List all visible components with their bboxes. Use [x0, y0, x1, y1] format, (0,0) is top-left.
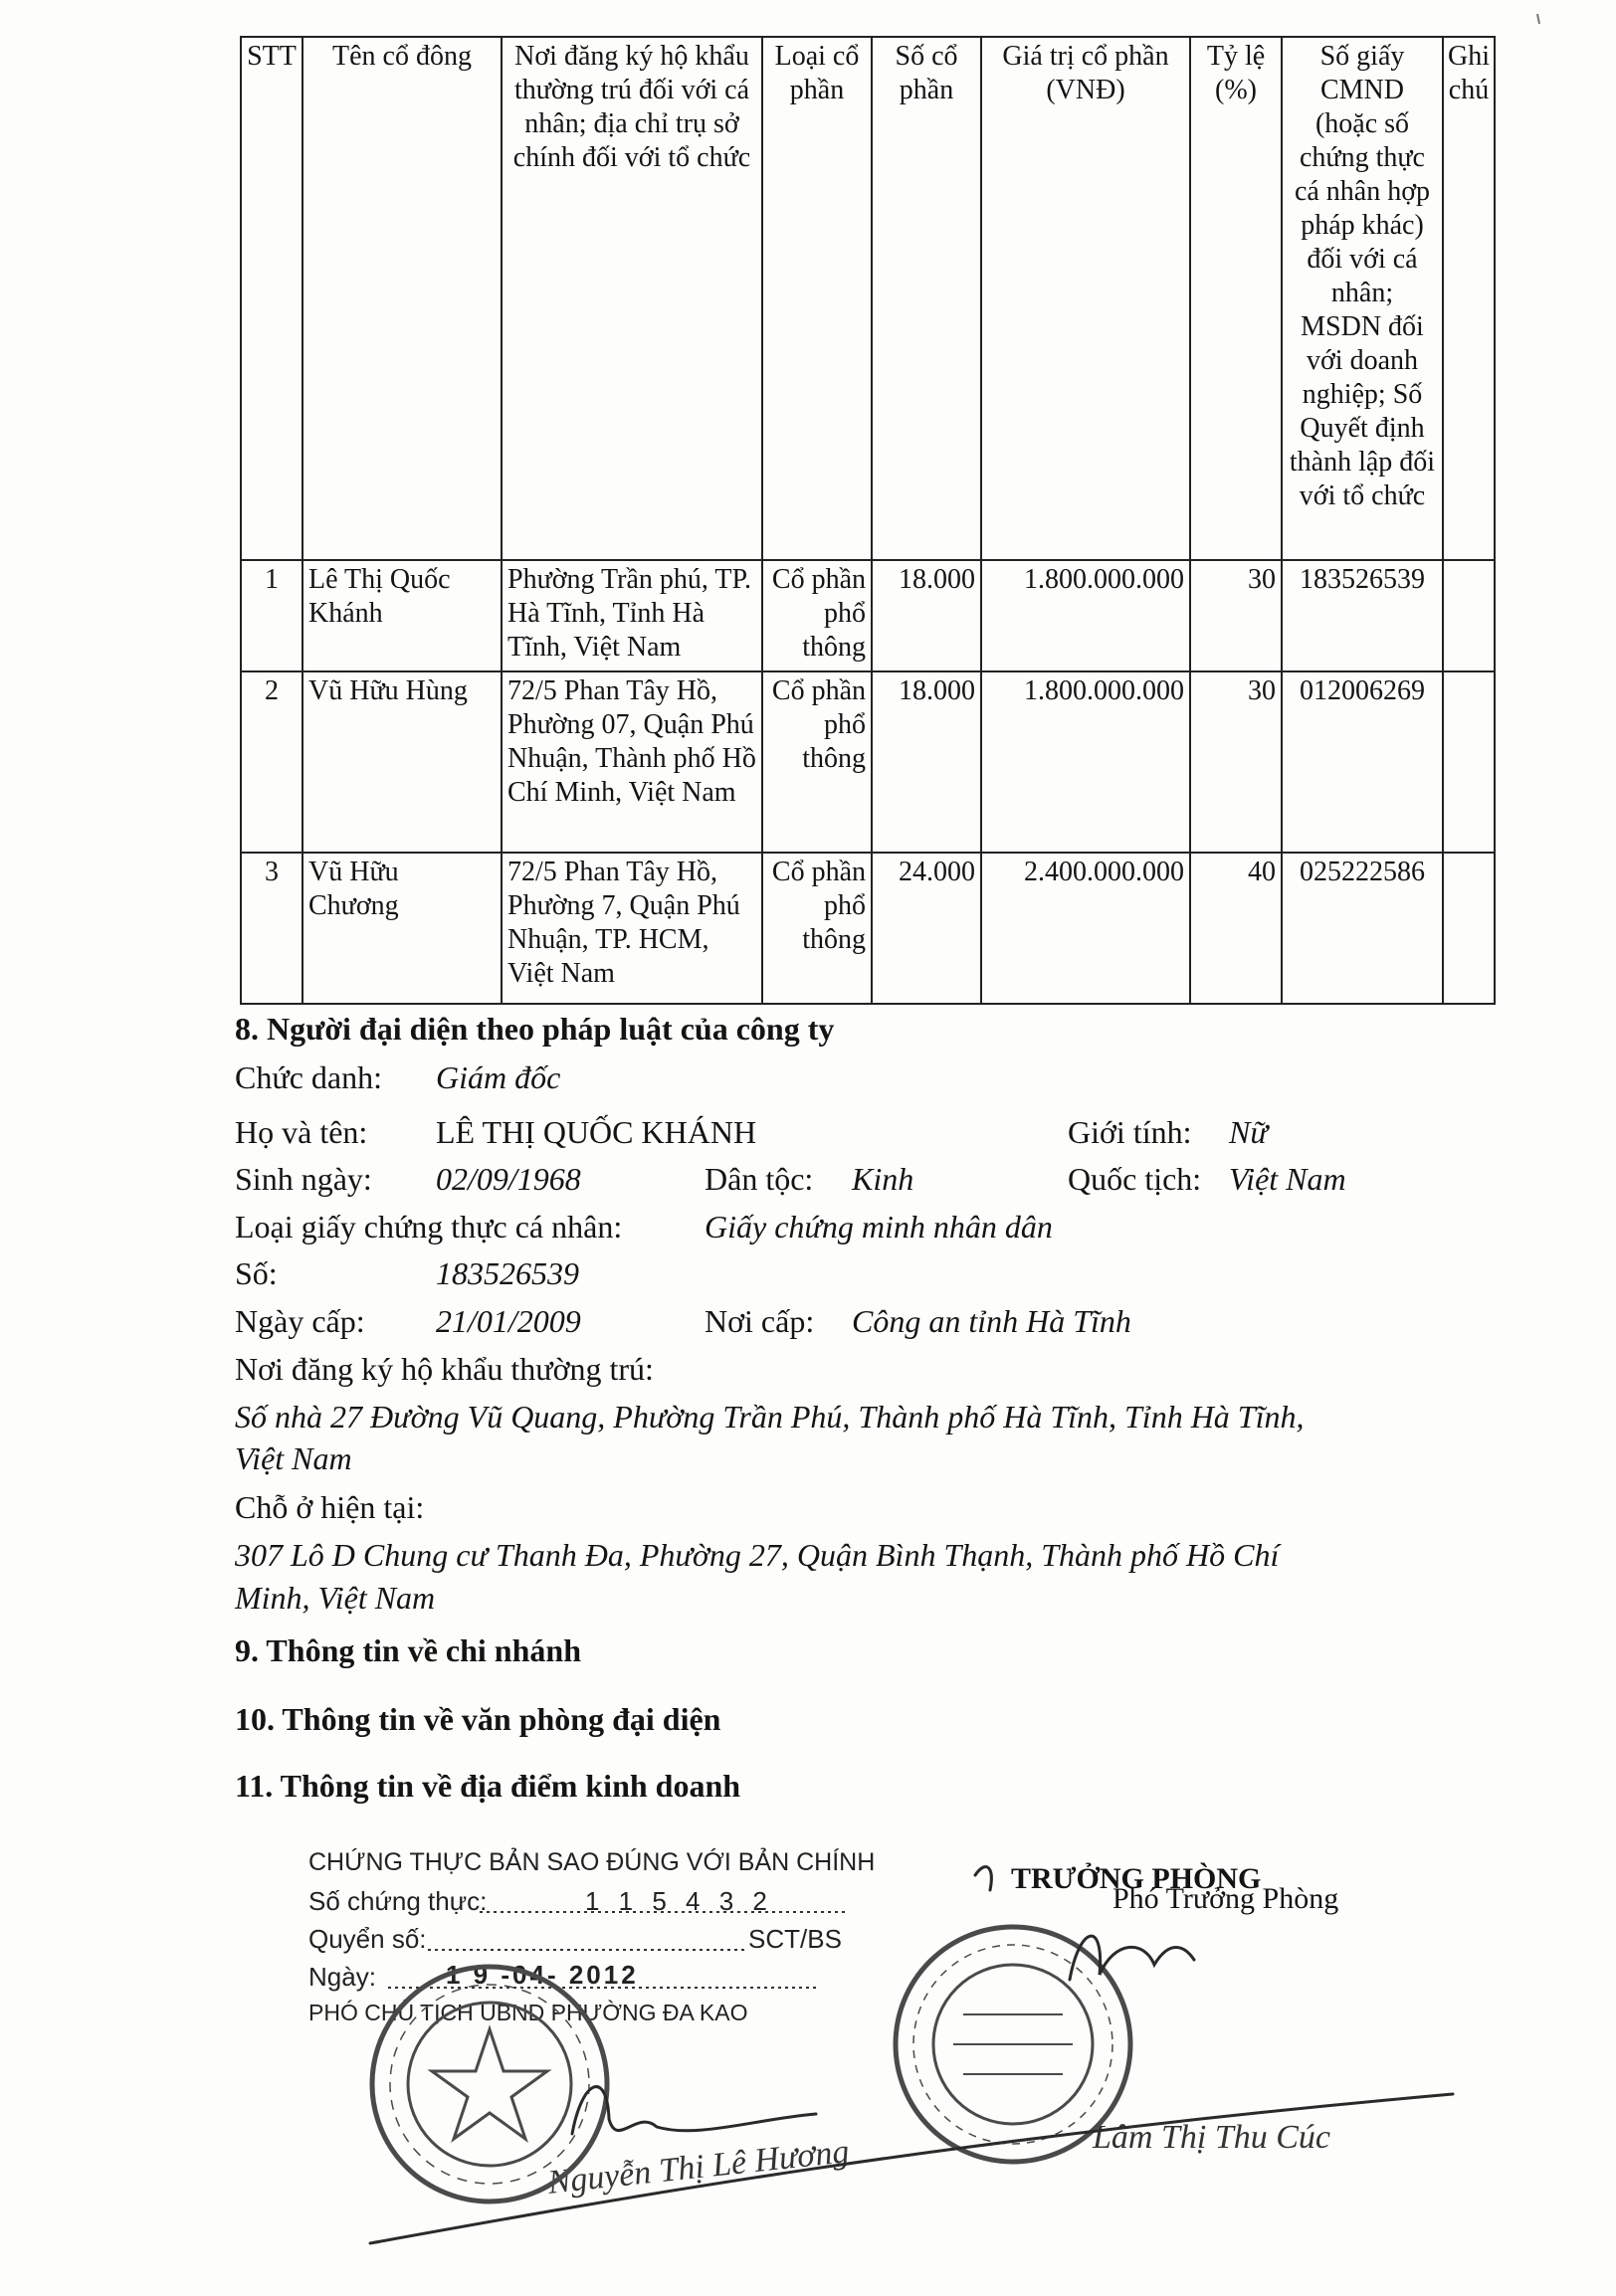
idno-value: 183526539	[436, 1255, 579, 1291]
header-share-count: Số cổ phần	[872, 37, 981, 560]
header-share-type: Loại cổ phần	[762, 37, 872, 560]
header-note: Ghi chú	[1443, 37, 1495, 560]
header-name: Tên cổ đông	[303, 37, 502, 560]
cell-address: Phường Trần phú, TP. Hà Tĩnh, Tỉnh Hà Tĩnh, Việt Nam	[502, 560, 762, 671]
section-10-title: 10. Thông tin về văn phòng đại diện	[235, 1701, 721, 1737]
scan-mark	[1537, 14, 1539, 24]
cell-name: Vũ Hữu Chương	[303, 853, 502, 1004]
ethnic-label: Dân tộc:	[705, 1161, 814, 1197]
header-address: Nơi đăng ký hộ khẩu thường trú đối với cá nhân; địa chỉ trụ sở chính đối với tổ chức	[502, 37, 762, 560]
certification-number-label: Số chứng thực:	[308, 1886, 488, 1916]
office-signer: Lâm Thị Thu Cúc	[1093, 2119, 1330, 2156]
cell-id-no: 025222586	[1282, 853, 1443, 1004]
header-ratio: Tỷ lệ (%)	[1190, 37, 1282, 560]
cell-id-no: 012006269	[1282, 671, 1443, 853]
cell-name: Lê Thị Quốc Khánh	[303, 560, 502, 671]
cell-share-type: Cổ phần phổ thông	[762, 560, 872, 671]
cell-share-count: 18.000	[872, 671, 981, 853]
idno-label: Số:	[235, 1255, 278, 1291]
section-11-title: 11. Thông tin về địa điểm kinh doanh	[235, 1768, 741, 1804]
department-seal	[896, 1927, 1130, 2162]
header-id-no: Số giấy CMND (hoặc số chứng thực cá nhân hợp pháp khác) đối với cá nhân; MSDN đối với doanh nghiệp; Số Quyết định thành lập đối với tổ chức	[1282, 37, 1443, 560]
cell-address: 72/5 Phan Tây Hồ, Phường 07, Quận Phú Nhuận, Thành phố Hồ Chí Minh, Việt Nam	[502, 671, 762, 853]
certification-signer: Nguyễn Thị Lê Hương	[545, 2133, 852, 2201]
cell-address: 72/5 Phan Tây Hồ, Phường 7, Quận Phú Nhuận, TP. HCM, Việt Nam	[502, 853, 762, 1004]
certification-book-label: Quyển số:	[308, 1924, 427, 1954]
certification-official-title: PHÓ CHỦ TỊCH UBND PHƯỜNG ĐA KAO	[308, 2000, 748, 2025]
gender-label: Giới tính:	[1068, 1114, 1192, 1150]
current-address-line1: 307 Lô D Chung cư Thanh Đa, Phường 27, Quận Bình Thạnh, Thành phố Hồ Chí	[235, 1537, 1280, 1573]
name-label: Họ và tên:	[235, 1114, 368, 1150]
certification-date-value: 1 9 -04- 2012	[446, 1960, 639, 1990]
ward-seal	[372, 1967, 607, 2201]
cell-stt: 2	[241, 671, 303, 853]
nationality-label: Quốc tịch:	[1068, 1161, 1202, 1197]
issue-place-label: Nơi cấp:	[705, 1303, 815, 1339]
cell-stt: 3	[241, 853, 303, 1004]
perm-address-line2: Việt Nam	[235, 1440, 352, 1476]
certification-number-value: 1 1 5 4 3 2	[585, 1886, 773, 1916]
cell-share-count: 18.000	[872, 560, 981, 671]
dob-value: 02/09/1968	[436, 1161, 581, 1197]
current-address-label: Chỗ ở hiện tại:	[235, 1489, 425, 1525]
cell-share-count: 24.000	[872, 853, 981, 1004]
cell-name: Vũ Hữu Hùng	[303, 671, 502, 853]
cell-ratio: 40	[1190, 853, 1282, 1004]
perm-address-label: Nơi đăng ký hộ khẩu thường trú:	[235, 1351, 654, 1387]
certification-date-label: Ngày:	[308, 1962, 376, 1992]
office-title: TRƯỞNG PHÒNG	[1011, 1862, 1262, 1895]
cell-value: 2.400.000.000	[981, 853, 1190, 1004]
name-value: LÊ THỊ QUỐC KHÁNH	[436, 1114, 757, 1150]
cell-value: 1.800.000.000	[981, 560, 1190, 671]
issue-date-label: Ngày cấp:	[235, 1303, 365, 1339]
issue-date-value: 21/01/2009	[436, 1303, 581, 1339]
certification-book-value: SCT/BS	[748, 1924, 842, 1954]
cell-id-no: 183526539	[1282, 560, 1443, 671]
cell-ratio: 30	[1190, 560, 1282, 671]
position-value: Giám đốc	[436, 1059, 561, 1095]
nationality-value: Việt Nam	[1229, 1161, 1346, 1197]
certification-dotted-lines	[388, 1912, 846, 1988]
certification-heading: CHỨNG THỰC BẢN SAO ĐÚNG VỚI BẢN CHÍNH	[308, 1848, 876, 1876]
idtype-label: Loại giấy chứng thực cá nhân:	[235, 1209, 623, 1244]
current-address-line2: Minh, Việt Nam	[235, 1580, 436, 1616]
office-subtitle: Phó Trưởng Phòng	[1112, 1882, 1339, 1915]
cell-share-type: Cổ phần phổ thông	[762, 853, 872, 1004]
idtype-value: Giấy chứng minh nhân dân	[705, 1209, 1053, 1244]
section-8-title: 8. Người đại diện theo pháp luật của công ty	[235, 1011, 835, 1047]
perm-address-line1: Số nhà 27 Đường Vũ Quang, Phường Trần Phú, Thành phố Hà Tĩnh, Tỉnh Hà Tĩnh,	[235, 1399, 1305, 1435]
cell-share-type: Cổ phần phổ thông	[762, 671, 872, 853]
ethnic-value: Kinh	[852, 1161, 914, 1197]
cell-value: 1.800.000.000	[981, 671, 1190, 853]
cell-stt: 1	[241, 560, 303, 671]
position-label: Chức danh:	[235, 1059, 382, 1095]
cell-ratio: 30	[1190, 671, 1282, 853]
section-9-title: 9. Thông tin về chi nhánh	[235, 1632, 581, 1668]
issue-place-value: Công an tỉnh Hà Tĩnh	[852, 1303, 1131, 1339]
header-stt: STT	[241, 37, 303, 560]
signature-strokes	[370, 1867, 1453, 2243]
header-value: Giá trị cổ phần (VNĐ)	[981, 37, 1190, 560]
gender-value: Nữ	[1229, 1114, 1268, 1150]
dob-label: Sinh ngày:	[235, 1161, 372, 1197]
